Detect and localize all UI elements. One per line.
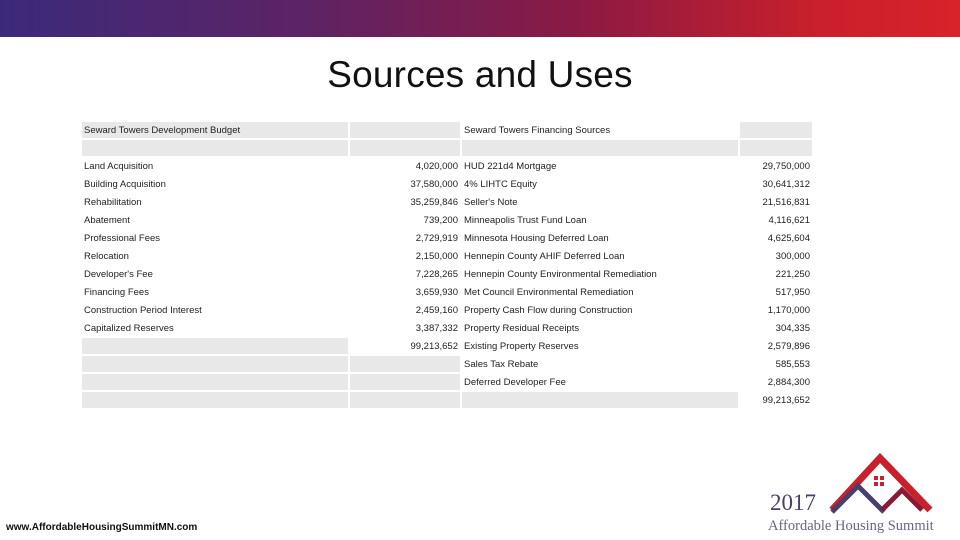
use-label [82,356,348,372]
source-amount: 585,553 [775,358,810,370]
use-amount [350,356,460,372]
table-header-row [82,122,812,138]
use-label [82,140,348,156]
use-amount: 37,580,000 [410,178,458,190]
table-row [82,230,812,246]
uses-header: Seward Towers Development Budget [82,122,348,138]
table-row [82,212,812,228]
page-title: Sources and Uses [327,54,633,95]
use-label: Construction Period Interest [84,304,202,316]
source-label [462,140,738,156]
sources-amount-header [740,122,812,138]
source-label: Hennepin County AHIF Deferred Loan [464,250,625,262]
use-amount: 3,387,332 [415,322,458,334]
use-label: Land Acquisition [84,160,154,172]
use-label [82,338,348,354]
use-label: Capitalized Reserves [84,322,174,334]
table-row [82,302,812,318]
table-row [82,248,812,264]
use-amount: 99,213,652 [410,340,458,352]
table-row [82,266,812,282]
source-label: Property Cash Flow during Construction [464,304,633,316]
source-amount: 221,250 [775,268,810,280]
footer-url[interactable]: www.AffordableHousingSummitMN.com [6,522,198,533]
use-label: Financing Fees [84,286,149,298]
use-label: Professional Fees [84,232,161,244]
use-amount: 2,729,919 [415,232,458,244]
table-row [82,140,812,156]
use-amount: 3,659,930 [415,286,458,298]
source-amount: 4,116,621 [768,214,810,226]
sources-header: Seward Towers Financing Sources [464,124,611,136]
source-amount [740,140,812,156]
source-label [462,392,738,408]
source-amount: 21,516,831 [762,196,810,208]
table-row [82,320,812,336]
use-label: Abatement [84,214,130,226]
table-row [82,176,812,192]
header-banner [0,0,960,37]
source-label: Met Council Environmental Remediation [464,286,634,298]
table-row [82,392,812,408]
source-amount: 2,884,300 [767,376,810,388]
source-amount: 99,213,652 [762,394,810,406]
source-amount: 304,335 [775,322,810,334]
source-amount: 29,750,000 [762,160,810,172]
use-label [82,392,348,408]
source-label: HUD 221d4 Mortgage [464,160,557,172]
use-amount: 739,200 [423,214,458,226]
use-amount [350,392,460,408]
table-row [82,194,812,210]
use-amount [350,374,460,390]
sources-uses-table [80,120,814,410]
table-row [82,338,812,354]
summit-logo [762,452,952,538]
source-amount: 30,641,312 [762,178,810,190]
source-label: Sales Tax Rebate [464,358,539,370]
use-label: Building Acquisition [84,178,166,190]
source-label: Deferred Developer Fee [464,376,566,388]
use-amount: 4,020,000 [415,160,458,172]
source-label: 4% LIHTC Equity [464,178,537,190]
table-row [82,158,812,174]
source-label: Property Residual Receipts [464,322,580,334]
source-amount: 1,170,000 [767,304,810,316]
table-row [82,284,812,300]
use-label: Rehabilitation [84,196,142,208]
table-row [82,356,812,372]
source-label: Minneapolis Trust Fund Loan [464,214,587,226]
source-amount: 2,579,896 [767,340,810,352]
source-label: Minnesota Housing Deferred Loan [464,232,609,244]
source-amount: 300,000 [775,250,810,262]
uses-amount-header [350,122,460,138]
use-amount: 35,259,846 [410,196,458,208]
logo-year: 2017 [770,490,816,515]
source-label: Seller's Note [464,196,518,208]
use-label: Developer's Fee [84,268,153,280]
use-amount: 2,150,000 [415,250,458,262]
source-label: Existing Property Reserves [464,340,579,352]
use-label: Relocation [84,250,129,262]
use-amount: 2,459,160 [415,304,458,316]
use-amount [350,140,460,156]
source-amount: 517,950 [775,286,810,298]
table-row [82,374,812,390]
logo-name: Affordable Housing Summit [768,518,934,534]
use-label [82,374,348,390]
use-amount: 7,228,265 [415,268,458,280]
source-label: Hennepin County Environmental Remediation [464,268,657,280]
source-amount: 4,625,604 [767,232,810,244]
